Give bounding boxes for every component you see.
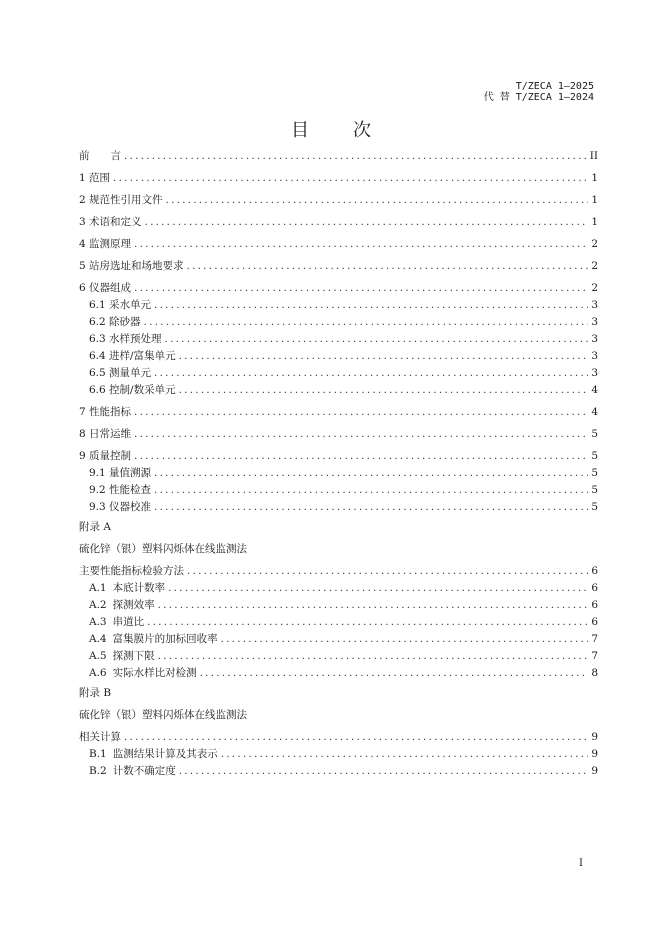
toc-entry-label: 4 监测原理	[79, 238, 132, 250]
toc-entry[interactable]	[89, 383, 598, 397]
toc-entry-label: A.3 串道比	[89, 616, 145, 628]
toc-entry[interactable]	[89, 466, 598, 480]
dot-leader	[166, 193, 589, 207]
dot-leader	[154, 500, 588, 514]
toc-entry-page: 2	[591, 260, 598, 272]
appendix-heading: 附录 A	[79, 521, 111, 533]
dot-leader	[134, 237, 588, 251]
dot-leader	[154, 483, 588, 497]
toc-entry-page: 3	[591, 350, 598, 362]
dot-leader	[134, 449, 588, 463]
toc-entry-page: II	[589, 150, 598, 162]
dot-leader	[168, 581, 588, 595]
toc-entry-label: 1 范围	[79, 172, 111, 184]
toc-entry-label: 9 质量控制	[79, 450, 132, 462]
toc-entry[interactable]	[79, 449, 598, 463]
toc-entry-page: 8	[591, 667, 598, 679]
toc-entry[interactable]	[89, 315, 598, 329]
dot-leader	[134, 427, 588, 441]
toc-entry-page: 5	[591, 484, 598, 496]
toc-entry-label: 9.3 仪器校准	[89, 501, 152, 513]
dot-leader	[179, 764, 589, 778]
dot-leader	[158, 649, 589, 663]
toc-entry-label: 6.3 水样预处理	[89, 333, 162, 345]
toc-entry-label: 6 仪器组成	[79, 282, 132, 294]
toc-entry-page: 2	[591, 238, 598, 250]
appendix-heading: 附录 B	[79, 687, 112, 699]
toc-entry[interactable]	[79, 237, 598, 251]
toc-entry-page: 2	[591, 282, 598, 294]
toc-entry-label: 3 术语和定义	[79, 216, 142, 228]
toc-entry-page: 1	[591, 216, 598, 228]
dot-leader	[144, 315, 589, 329]
toc-entry-label: 前 言	[79, 150, 121, 162]
toc-entry[interactable]	[89, 649, 598, 663]
toc-entry-label: 主要性能指标检验方法	[79, 565, 184, 577]
toc-entry-label: 6.2 除砂器	[89, 316, 141, 328]
dot-leader	[147, 615, 588, 629]
toc-entry-page: 9	[591, 731, 598, 743]
toc-entry-label: 5 站房选址和场地要求	[79, 260, 184, 272]
toc-entry-label: B.1 监测结果计算及其表示	[89, 748, 218, 760]
toc-entry-page: 7	[591, 633, 598, 645]
toc-entry-label: 相关计算	[79, 731, 121, 743]
toc-entry-page: 9	[591, 748, 598, 760]
toc-entry-label: 2 规范性引用文件	[79, 194, 163, 206]
toc-entry-page: 4	[591, 384, 598, 396]
toc-entry-label: B.2 计数不确定度	[89, 765, 176, 777]
toc-entry[interactable]	[79, 730, 598, 744]
dot-leader	[200, 666, 589, 680]
replaces-standard: 代 替 T/ZECA 1—2024	[483, 92, 594, 103]
toc-entry[interactable]	[89, 615, 598, 629]
toc-entry-label: A.1 本底计数率	[89, 582, 166, 594]
toc-entry[interactable]	[89, 500, 598, 514]
page-number: I	[579, 858, 583, 869]
toc-entry[interactable]	[89, 483, 598, 497]
toc-entry[interactable]	[79, 259, 598, 273]
page-title: 目次	[291, 120, 415, 141]
toc-entry[interactable]	[89, 598, 598, 612]
toc-entry[interactable]	[89, 764, 598, 778]
toc-entry-page: 4	[591, 406, 598, 418]
dot-leader	[134, 281, 588, 295]
toc-entry[interactable]	[89, 632, 598, 646]
toc-entry[interactable]	[89, 332, 598, 346]
toc-entry-page: 3	[591, 333, 598, 345]
toc-entry-page: 6	[591, 599, 598, 611]
toc-entry[interactable]	[79, 215, 598, 229]
toc-entry-label: A.4 富集膜片的加标回收率	[89, 633, 218, 645]
dot-leader	[158, 598, 589, 612]
toc-entry-page: 1	[591, 172, 598, 184]
toc-entry-label: A.2 探测效率	[89, 599, 155, 611]
toc-entry[interactable]	[89, 349, 598, 363]
dot-leader	[179, 383, 589, 397]
toc-entry-page: 5	[591, 450, 598, 462]
dot-leader	[154, 366, 588, 380]
toc-entry[interactable]	[79, 171, 598, 185]
toc-entry-page: 7	[591, 650, 598, 662]
toc-entry-page: 6	[591, 616, 598, 628]
toc-entry-label: 6.4 进样/富集单元	[89, 350, 176, 362]
toc-entry-page: 5	[591, 501, 598, 513]
toc-entry-page: 1	[591, 194, 598, 206]
toc-entry-label: A.5 探测下限	[89, 650, 155, 662]
toc-entry-page: 3	[591, 299, 598, 311]
dot-leader	[221, 747, 589, 761]
dot-leader	[113, 171, 588, 185]
toc-entry[interactable]	[79, 564, 598, 578]
toc-entry-page: 6	[591, 582, 598, 594]
appendix-subtitle: 硫化锌（银）塑料闪烁体在线监测法	[79, 709, 247, 721]
dot-leader	[154, 466, 588, 480]
toc-entry[interactable]	[79, 281, 598, 295]
toc-entry-label: A.6 实际水样比对检测	[89, 667, 197, 679]
toc-entry[interactable]	[89, 298, 598, 312]
toc-entry[interactable]	[79, 193, 598, 207]
toc-entry[interactable]	[79, 149, 598, 163]
toc-entry-page: 9	[591, 765, 598, 777]
toc-entry-label: 9.2 性能检查	[89, 484, 152, 496]
toc-entry-label: 6.6 控制/数采单元	[89, 384, 176, 396]
toc-entry-page: 6	[591, 565, 598, 577]
toc-entry[interactable]	[79, 405, 598, 419]
toc-entry-page: 3	[591, 367, 598, 379]
dot-leader	[165, 332, 589, 346]
toc-entry-label: 8 日常运维	[79, 428, 132, 440]
standard-number: T/ZECA 1—2025	[515, 81, 594, 92]
dot-leader	[187, 564, 588, 578]
toc-entry-label: 7 性能指标	[79, 406, 132, 418]
toc-entry[interactable]	[89, 366, 598, 380]
dot-leader	[187, 259, 589, 273]
toc-entry-page: 3	[591, 316, 598, 328]
dot-leader	[124, 730, 588, 744]
appendix-subtitle: 硫化锌（银）塑料闪烁体在线监测法	[79, 543, 247, 555]
dot-leader	[221, 632, 589, 646]
toc-entry[interactable]	[89, 581, 598, 595]
toc-entry-page: 5	[591, 467, 598, 479]
toc-entry[interactable]	[89, 747, 598, 761]
toc-entry-label: 9.1 量值溯源	[89, 467, 152, 479]
toc-entry-label: 6.5 测量单元	[89, 367, 152, 379]
dot-leader	[134, 405, 588, 419]
dot-leader	[124, 149, 587, 163]
toc-entry[interactable]	[79, 427, 598, 441]
toc-entry-page: 5	[591, 428, 598, 440]
toc-entry-label: 6.1 采水单元	[89, 299, 152, 311]
dot-leader	[154, 298, 588, 312]
dot-leader	[179, 349, 589, 363]
toc-entry[interactable]	[89, 666, 598, 680]
dot-leader	[145, 215, 589, 229]
